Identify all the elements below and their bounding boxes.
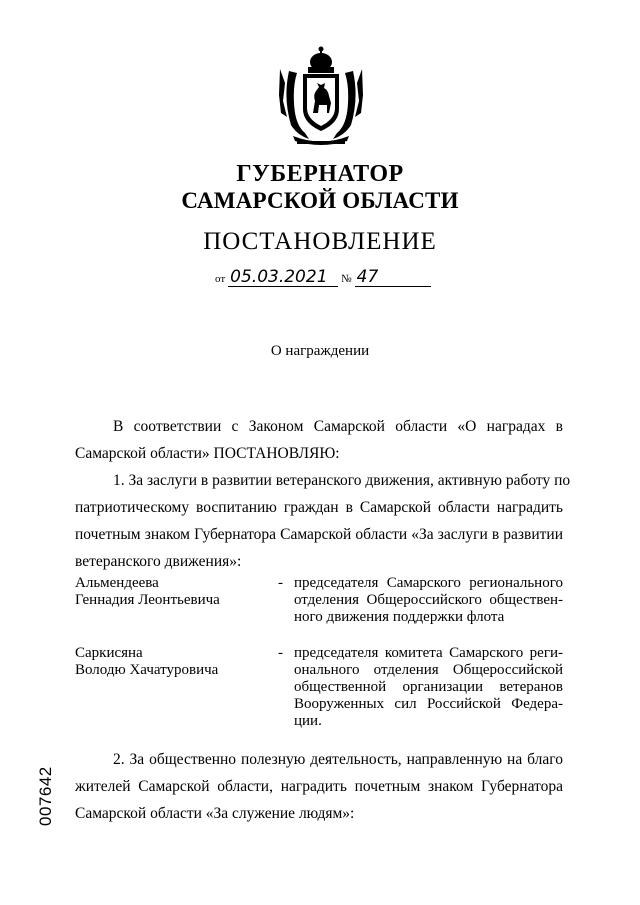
decree-date: 05.03.2021	[228, 268, 338, 287]
text-line: 1. За заслуги в развитии ветеранского движения, активную работу по	[113, 472, 571, 489]
number-label: №	[341, 273, 352, 285]
awardee-surname: Альмендеева	[75, 575, 159, 591]
awardee-name	[75, 575, 265, 609]
samara-coat-of-arms-icon	[275, 43, 367, 145]
serial-number: 007642	[36, 766, 55, 826]
awardee-given-name: Володю Хачатуровича	[75, 662, 219, 678]
awardee-given-name: Геннадия Леонтьевича	[75, 592, 220, 608]
dash-separator: -	[278, 645, 283, 661]
awardee-position	[294, 575, 563, 626]
awardee-surname: Саркисяна	[75, 645, 143, 661]
text-line: председателя комитета Самарского реги-	[294, 645, 563, 661]
decree-subject: О награждении	[270, 343, 370, 359]
dash-separator: -	[278, 575, 283, 591]
text-line: В соответствии с Законом Самарской области «О наградах в	[113, 418, 563, 435]
decree-number: 47	[355, 268, 431, 287]
text-line: общественной организации ветеранов	[294, 679, 563, 695]
text-line: ветеранского движения»:	[75, 553, 242, 570]
text-line: Самарской области «За служение людям»:	[75, 805, 355, 822]
text-line: почетным знаком Губернатора Самарской области «За заслуги в развитии	[75, 526, 563, 543]
text-line: отделения Общероссийского обществен-	[294, 592, 563, 608]
text-line: онального отделения Общероссийской	[294, 662, 563, 678]
date-number-line	[215, 268, 431, 289]
text-line: 2. За общественно полезную деятельность, направленную на благо	[113, 751, 563, 768]
issuer-title-line1: ГУБЕРНАТОР	[236, 161, 404, 187]
text-line: ции.	[294, 713, 322, 729]
date-label: от	[215, 273, 226, 285]
item-1-paragraph	[75, 467, 571, 575]
text-line: председателя Самарского регионального	[294, 575, 563, 591]
item-2-paragraph	[75, 746, 563, 827]
text-line: жителей Самарской области, наградить почетным знаком Губернатора	[75, 778, 563, 795]
text-line: патриотическому воспитанию граждан в Самарской области наградить	[75, 499, 563, 516]
awardee-position	[294, 645, 563, 730]
text-line: Вооруженных сил Российской Федера-	[294, 696, 563, 712]
text-line: ного движения поддержки флота	[294, 609, 505, 625]
preamble-paragraph	[75, 413, 563, 467]
issuer-title-line2: САМАРСКОЙ ОБЛАСТИ	[181, 188, 459, 213]
document-type: ПОСТАНОВЛЕНИЕ	[203, 228, 437, 255]
awardee-name	[75, 645, 265, 679]
text-line: Самарской области» ПОСТАНОВЛЯЮ:	[75, 445, 340, 462]
